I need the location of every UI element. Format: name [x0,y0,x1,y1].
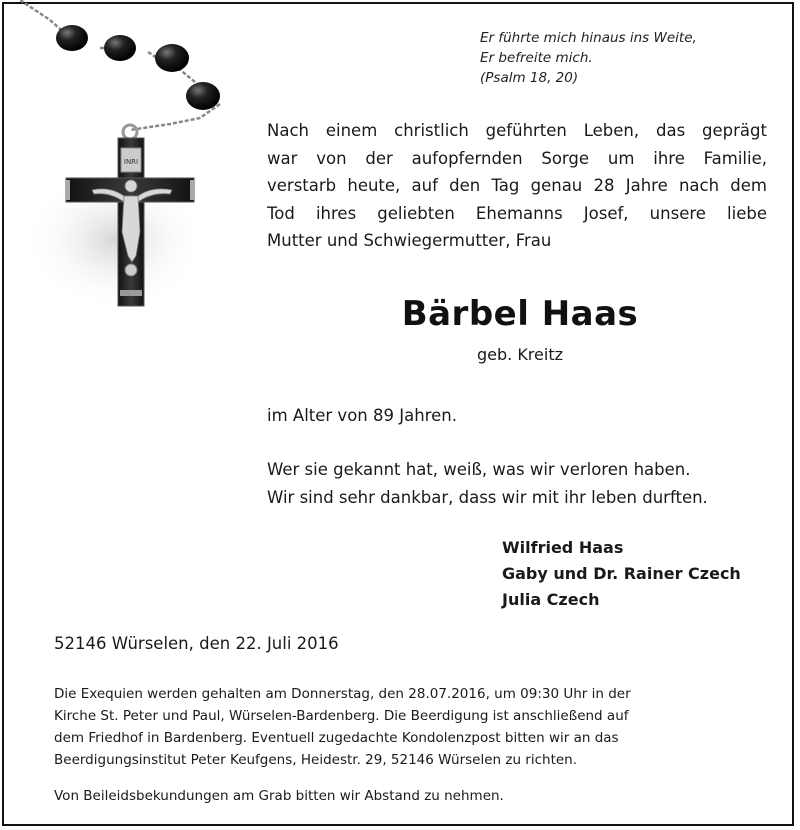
psalm-line: Er führte mich hinaus ins Weite, [480,30,697,46]
psalm-line: Er befreite mich. [480,50,593,66]
intro-line: Tod ihres geliebten Ehemanns Josef, unsere liebe [267,203,767,223]
quote-line: Wer sie gekannt hat, weiß, was wir verloren haben. [267,460,691,479]
psalm-quote [480,28,780,88]
psalm-reference: (Psalm 18, 20) [480,70,579,86]
funeral-details [54,683,754,771]
quote-line: Wir sind sehr dankbar, dass wir mit ihr leben durften. [267,488,708,507]
details-line: Beerdigungsinstitut Peter Keufgens, Heidestr. 29, 52146 Würselen zu richten. [54,752,578,768]
intro-paragraph [267,117,767,255]
mourners-list [502,535,782,613]
farewell-quote [267,456,787,512]
details-line: Die Exequien werden gehalten am Donnerstag, den 28.07.2016, um 09:30 Uhr in der [54,686,631,702]
intro-line: war von der aufopfernden Sorge um ihre Familie, [267,148,767,168]
maiden-name: geb. Kreitz [476,345,563,364]
mourner-name: Gaby und Dr. Rainer Czech [502,564,741,583]
intro-line: verstarb heute, auf den Tag genau 28 Jahre nach dem [267,176,767,195]
mourner-name: Wilfried Haas [502,538,624,557]
intro-line: Nach einem christlich geführten Leben, das geprägt [267,121,767,140]
intro-line: Mutter und Schwiegermutter, Frau [267,231,552,250]
age-text: im Alter von 89 Jahren. [267,406,457,425]
details-line: dem Friedhof in Bardenberg. Eventuell zugedachte Kondolenzpost bitten wir an das [54,730,619,746]
details-line: Kirche St. Peter und Paul, Würselen-Bardenberg. Die Beerdigung ist anschließend auf [54,708,629,724]
closing-note: Von Beileidsbekundungen am Grab bitten wir Abstand zu nehmen. [54,788,504,804]
rosary-crucifix-icon [20,0,260,320]
mourner-name: Julia Czech [502,590,600,609]
inri-inscription: INRI [123,158,139,166]
place-date: 52146 Würselen, den 22. Juli 2016 [54,634,339,653]
deceased-name: Bärbel Haas [401,294,639,334]
